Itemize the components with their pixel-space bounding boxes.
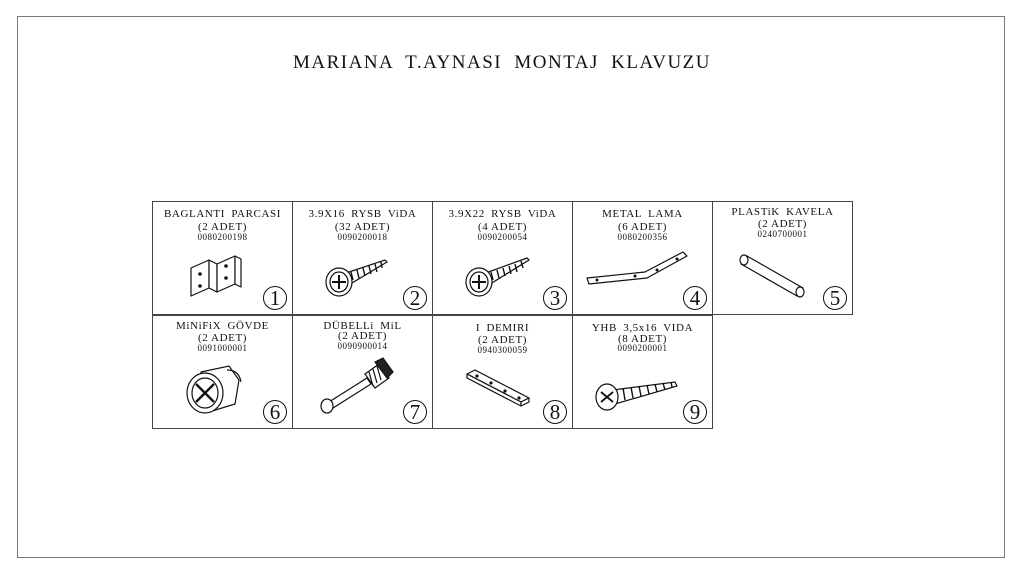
part-name: BAGLANTI PARCASI	[163, 208, 281, 220]
part-quantity: (32 ADET)	[334, 221, 391, 233]
part-code: 0091000001	[197, 343, 248, 353]
part-number-badge: 6	[263, 400, 287, 424]
part-name: METAL LAMA	[602, 208, 683, 220]
dowel-icon	[737, 244, 817, 300]
part-cell-1	[152, 201, 293, 315]
part-quantity: (4 ADET)	[477, 221, 528, 233]
part-code: 0090200054	[477, 232, 528, 242]
part-name: DÜBELLi MiL	[323, 320, 402, 332]
part-code: 0090200001	[617, 343, 668, 353]
part-number-badge: 2	[403, 286, 427, 310]
part-code: 0240700001	[757, 229, 808, 239]
flat-head-screw-icon	[593, 364, 683, 420]
part-code: 0080200356	[617, 232, 668, 242]
part-cell-6	[152, 315, 293, 429]
part-number-badge: 3	[543, 286, 567, 310]
part-cell-2	[292, 201, 433, 315]
i-bracket-icon	[463, 364, 533, 414]
part-code: 0080200198	[197, 232, 248, 242]
part-cell-7	[292, 315, 433, 429]
part-name: YHB 3,5x16 VIDA	[591, 322, 694, 334]
part-quantity: (2 ADET)	[197, 221, 248, 233]
cam-lock-icon	[179, 360, 249, 420]
part-cell-5	[712, 201, 853, 315]
part-quantity: (2 ADET)	[337, 330, 388, 342]
part-quantity: (2 ADET)	[757, 218, 808, 230]
part-number-badge: 8	[543, 400, 567, 424]
part-quantity: (8 ADET)	[617, 333, 668, 345]
part-number-badge: 7	[403, 400, 427, 424]
part-number-badge: 9	[683, 400, 707, 424]
part-quantity: (2 ADET)	[197, 332, 248, 344]
part-cell-4	[572, 201, 713, 315]
part-name: 3.9X22 RYSB ViDA	[448, 208, 557, 220]
part-cell-8	[432, 315, 573, 429]
part-number-badge: 4	[683, 286, 707, 310]
part-number-badge: 5	[823, 286, 847, 310]
screw-icon	[323, 250, 393, 306]
connector-bracket-icon	[185, 250, 245, 300]
part-name: I DEMIRI	[475, 322, 530, 334]
part-cell-3	[432, 201, 573, 315]
part-name: MiNiFiX GÖVDE	[176, 320, 269, 332]
page-title: MARIANA T.AYNASI MONTAJ KLAVUZU	[292, 52, 712, 73]
part-quantity: (2 ADET)	[477, 334, 528, 346]
part-code: 0090200018	[337, 232, 388, 242]
part-quantity: (6 ADET)	[617, 221, 668, 233]
part-name: 3.9X16 RYSB ViDA	[308, 208, 417, 220]
part-cell-9	[572, 315, 713, 429]
part-code: 0940300059	[477, 345, 528, 355]
metal-plate-icon	[583, 242, 693, 292]
screw-icon	[463, 250, 533, 306]
part-name: PLASTiK KAVELA	[731, 206, 834, 218]
dowel-pin-icon	[317, 356, 397, 416]
part-code: 0090900014	[337, 341, 388, 351]
part-number-badge: 1	[263, 286, 287, 310]
